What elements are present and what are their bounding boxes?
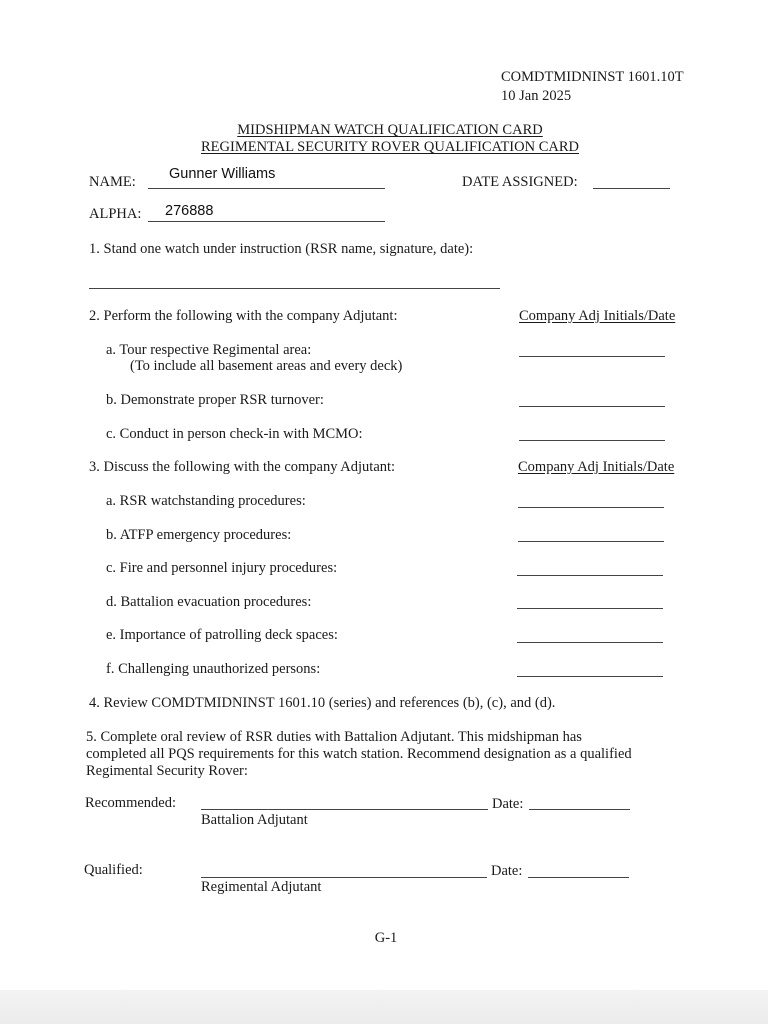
item2b-initials-line	[519, 406, 665, 407]
item3-column-header: Company Adj Initials/Date	[518, 459, 675, 475]
item3a-initials-line	[518, 507, 664, 508]
instruction-id: COMDTMIDNINST 1601.10T	[501, 69, 684, 85]
recommended-date-line	[529, 809, 630, 810]
item3b-label: b. ATFP emergency procedures:	[106, 527, 292, 543]
name-label: NAME:	[89, 174, 136, 190]
name-field-line	[148, 188, 385, 189]
item3f-label: f. Challenging unauthorized persons:	[106, 661, 321, 677]
item5-line1: 5. Complete oral review of RSR duties with Battalion Adjutant. This midshipman has	[86, 729, 582, 745]
alpha-label: ALPHA:	[89, 206, 142, 222]
item2-text: 2. Perform the following with the company Adjutant:	[89, 308, 398, 324]
item3e-initials-line	[517, 642, 663, 643]
date-assigned-label: DATE ASSIGNED:	[462, 174, 578, 190]
item2a-label: a. Tour respective Regimental area:	[106, 342, 312, 358]
qualified-date-line	[528, 877, 629, 878]
recommended-date-label: Date:	[492, 796, 524, 812]
item3c-initials-line	[517, 575, 663, 576]
item1-text: 1. Stand one watch under instruction (RSR name, signature, date):	[89, 241, 474, 257]
item2a-note: (To include all basement areas and every deck)	[130, 358, 403, 374]
item3d-label: d. Battalion evacuation procedures:	[106, 594, 312, 610]
alpha-field-line	[148, 221, 385, 222]
item5-line2: completed all PQS requirements for this watch station. Recommend designation as a qualified	[86, 746, 632, 762]
page-number: G-1	[374, 930, 398, 946]
item3-text: 3. Discuss the following with the company Adjutant:	[89, 459, 396, 475]
item3d-initials-line	[517, 608, 663, 609]
alpha-value[interactable]: 276888	[165, 203, 214, 219]
document-date: 10 Jan 2025	[501, 88, 572, 104]
item3b-initials-line	[518, 541, 664, 542]
item2b-label: b. Demonstrate proper RSR turnover:	[106, 392, 324, 408]
recommended-signature-line	[201, 809, 488, 810]
card-title-line1: MIDSHIPMAN WATCH QUALIFICATION CARD	[237, 122, 543, 138]
name-value[interactable]: Gunner Williams	[169, 166, 276, 182]
recommended-label: Recommended:	[85, 795, 177, 811]
item2c-initials-line	[519, 440, 665, 441]
qualified-date-label: Date:	[491, 863, 523, 879]
item2a-initials-line	[519, 356, 665, 357]
qualified-label: Qualified:	[84, 862, 143, 878]
item1-signature-line	[89, 288, 500, 289]
item3f-initials-line	[517, 676, 663, 677]
item2c-label: c. Conduct in person check-in with MCMO:	[106, 426, 363, 442]
item2-column-header: Company Adj Initials/Date	[519, 308, 676, 324]
item3c-label: c. Fire and personnel injury procedures:	[106, 560, 338, 576]
qualified-title: Regimental Adjutant	[201, 879, 322, 895]
item5-line3: Regimental Security Rover:	[86, 763, 248, 779]
item3a-label: a. RSR watchstanding procedures:	[106, 493, 306, 509]
card-title-line2: REGIMENTAL SECURITY ROVER QUALIFICATION CARD	[201, 139, 579, 155]
recommended-title: Battalion Adjutant	[201, 812, 308, 828]
item4-text: 4. Review COMDTMIDNINST 1601.10 (series) and references (b), (c), and (d).	[89, 695, 556, 711]
page-bottom-edge	[0, 990, 768, 1024]
date-assigned-field-line	[593, 188, 670, 189]
item3e-label: e. Importance of patrolling deck spaces:	[106, 627, 338, 643]
qualified-signature-line	[201, 877, 487, 878]
